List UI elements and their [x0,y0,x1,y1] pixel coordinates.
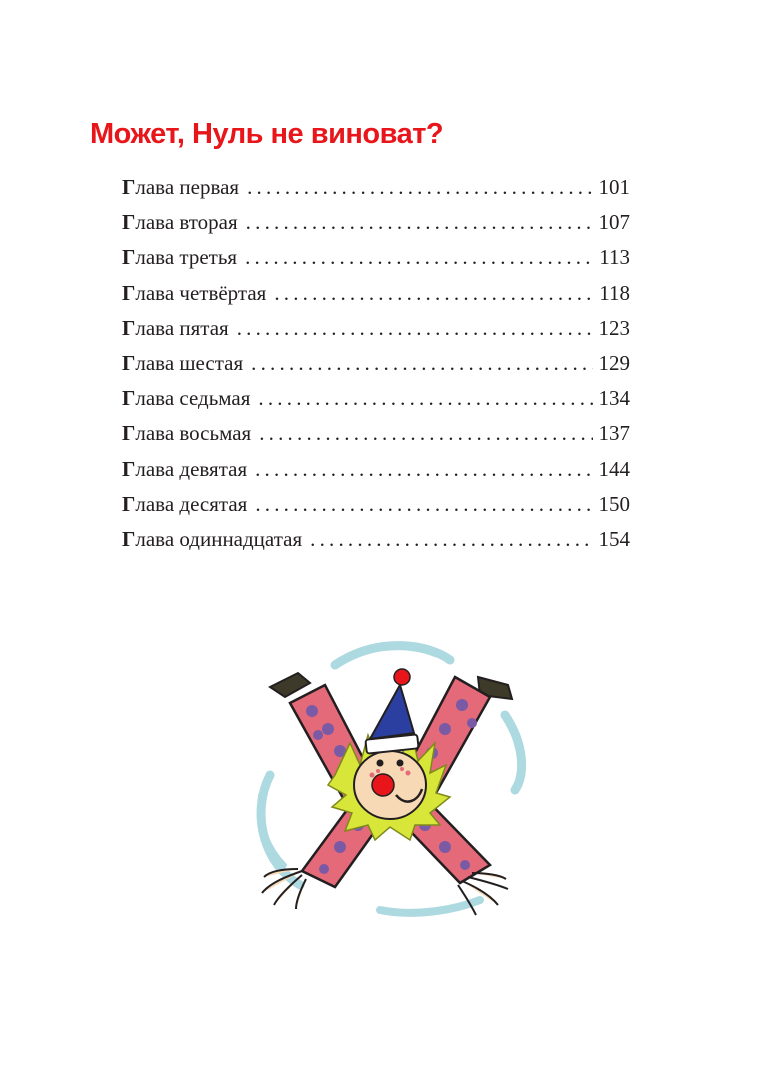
toc-chapter-label [122,210,238,235]
toc-chapter-label [122,351,243,376]
toc-page-number: 113 [599,245,630,270]
toc-chapter-label [122,245,237,270]
toc-chapter-label [122,316,229,341]
toc-leader-dots [274,281,593,306]
toc-leader-dots [237,316,593,341]
toc-leader-dots [251,351,592,376]
toc-chapter-initial: Г [122,456,136,481]
toc-row-11[interactable] [122,527,630,562]
toc-chapter-initial: Г [122,526,136,551]
toc-chapter-name: лава девятая [135,456,248,481]
toc-chapter-name: лава шестая [135,350,244,375]
toc-page-number: 107 [598,210,630,235]
toc-row-1[interactable] [122,175,630,210]
toc-chapter-name: лава первая [135,175,240,199]
section-title: Может, Нуль не виноват? [90,118,444,150]
toc-row-6[interactable] [122,351,630,386]
toc-page-number: 154 [598,526,630,551]
toc-chapter-initial: Г [122,175,136,199]
toc-chapter-label [122,421,251,446]
table-of-contents [122,175,630,562]
toc-page-number: 129 [598,350,630,375]
toc-leader-dots [255,492,592,517]
toc-chapter-label [122,492,247,517]
toc-chapter-name: лава седьмая [135,386,251,411]
toc-leader-dots [245,245,593,270]
toc-row-2[interactable] [122,210,630,245]
toc-chapter-name: лава пятая [135,315,229,340]
toc-chapter-initial: Г [122,315,136,340]
toc-row-8[interactable] [122,421,630,456]
toc-page-number: 101 [598,175,630,199]
toc-chapter-name: лава десятая [135,491,248,516]
toc-page-number: 137 [598,421,630,446]
toc-row-9[interactable] [122,457,630,492]
toc-row-3[interactable] [122,245,630,280]
toc-chapter-name: лава восьмая [135,421,252,446]
toc-leader-dots [247,175,592,200]
toc-leader-dots [259,421,592,446]
toc-page-number: 134 [598,386,630,411]
toc-leader-dots [255,457,592,482]
toc-page-number: 123 [598,315,630,340]
toc-row-7[interactable] [122,386,630,421]
toc-chapter-initial: Г [122,421,136,446]
toc-chapter-name: лава четвёртая [135,280,267,305]
toc-page-number: 118 [599,280,630,305]
toc-chapter-name: лава вторая [135,210,238,235]
toc-chapter-name: лава одиннадцатая [135,526,303,551]
toc-chapter-initial: Г [122,491,136,516]
toc-chapter-label [122,175,239,200]
toc-chapter-label [122,386,250,411]
toc-chapter-initial: Г [122,386,136,411]
toc-chapter-initial: Г [122,280,136,305]
toc-chapter-label [122,527,302,552]
toc-chapter-label [122,281,266,306]
toc-chapter-label [122,457,247,482]
toc-leader-dots [310,527,592,552]
toc-chapter-initial: Г [122,245,136,270]
toc-leader-dots [258,386,592,411]
toc-chapter-name: лава третья [135,245,238,270]
toc-chapter-initial: Г [122,210,136,235]
toc-page-number: 150 [598,491,630,516]
toc-row-4[interactable] [122,281,630,316]
toc-chapter-initial: Г [122,350,136,375]
upside-down-clown-icon [240,625,530,930]
toc-row-10[interactable] [122,492,630,527]
toc-page-number: 144 [598,456,630,481]
toc-leader-dots [246,210,593,235]
toc-row-5[interactable] [122,316,630,351]
